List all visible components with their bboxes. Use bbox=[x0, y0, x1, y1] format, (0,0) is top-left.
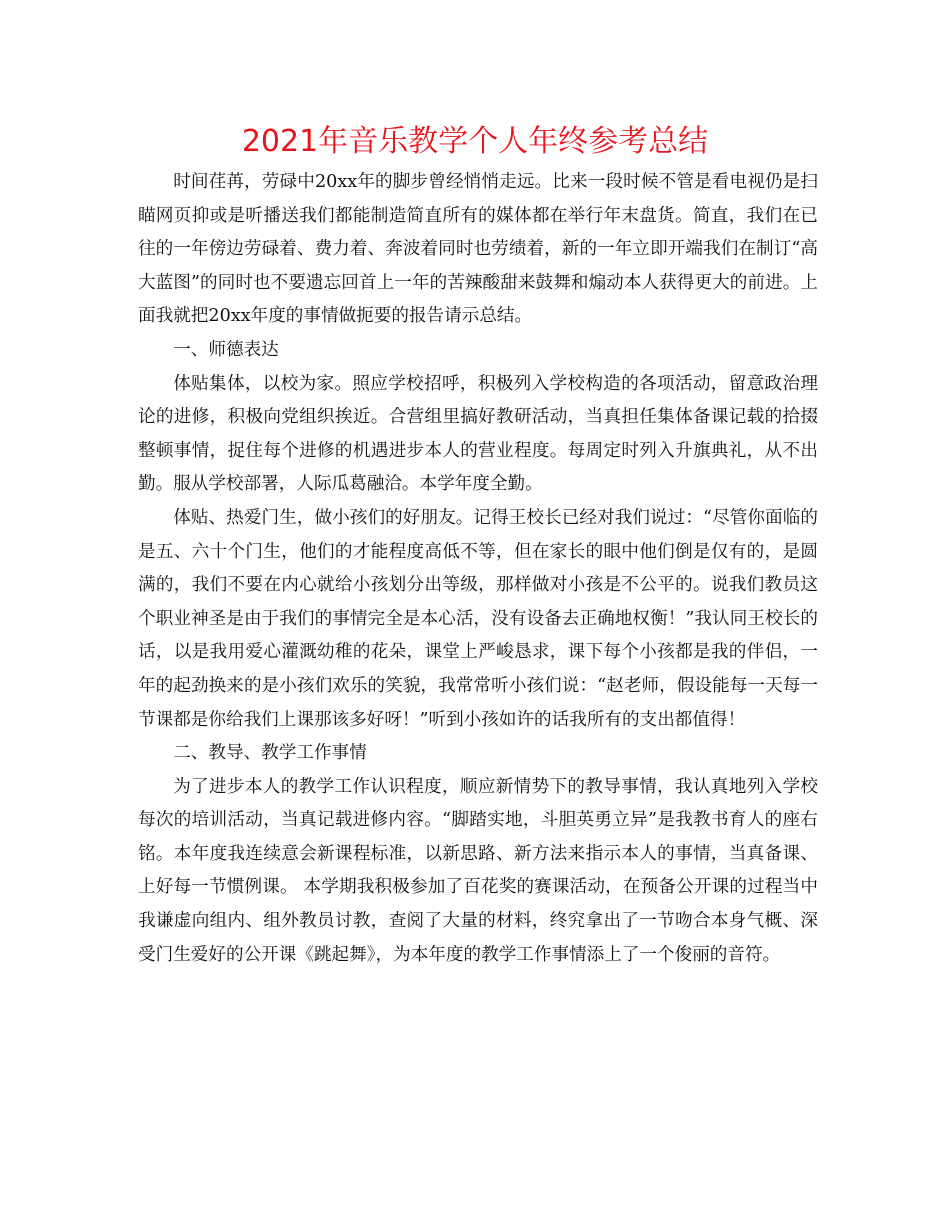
paragraph-students: 体贴、热爱门生，做小孩们的好朋友。记得王校长已经对我们说过：“尽管你面临的是五、六十个门生，他们的才能程度高低不等，但在家长的眼中他们倒是仅有的，是圆满的，我们不要在内心就给小孩划分出等级，那样做对小孩是不公平的。说我们教员这个职业神圣是由于我们的事情完全是本心活，没有设备去正确地权衡！”我认同王校长的话，以是我用爱心灌溉幼稚的花朵，课堂上严峻恳求，课下每个小孩都是我的伴侣，一年的起劲换来的是小孩们欢乐的笑貌，我常常听小孩们说：“赵老师，假设能每一天每一节课都是你给我们上课那该多好呀！”听到小孩如许的话我所有的支出都值得！ bbox=[138, 507, 818, 730]
document-title: 2021年音乐教学个人年终参考总结 bbox=[241, 124, 709, 159]
document-body bbox=[138, 166, 818, 972]
paragraph-teaching: 为了进步本人的教学工作认识程度，顺应新情势下的教导事情，我认真地列入学校每次的培训活动，当真记载进修内容。“脚踏实地，斗胆英勇立异”是我教书育人的座右铭。本年度我连续意会新课程标准，以新思路、新方法来指示本人的事情，当真备课、上好每一节惯例课。 本学期我积极参加了百花奖的赛课活动，在预备公开课的过程当中我谦虚向组内、组外教员讨教，查阅了大量的材料，终究拿出了一节吻合本身气概、深受门生爱好的公开课《跳起舞》，为本年度的教学工作事情添上了一个俊丽的音符。 bbox=[138, 776, 818, 965]
heading-teacher-ethics: 一、师德表达 bbox=[173, 339, 279, 360]
paragraph-collective: 体贴集体，以校为家。照应学校招呼，积极列入学校构造的各项活动，留意政治理论的进修，积极向党组织挨近。合营组里搞好教研活动，当真担任集体备课记载的拾掇整顿事情，捉住每个进修的机遇进步本人的营业程度。每周定时列入升旗典礼，从不出勤。服从学校部署，人际瓜葛融洽。本学年度全勤。 bbox=[138, 373, 818, 495]
heading-teaching-work: 二、教导、教学工作事情 bbox=[173, 743, 367, 764]
paragraph-intro: 时间荏苒，劳碌中20xx年的脚步曾经悄悄走远。比来一段时候不管是看电视仍是扫瞄网页抑或是听播送我们都能制造简直所有的媒体都在举行年末盘货。简直，我们在已往的一年傍边劳碌着、费力着、奔波着同时也劳绩着，新的一年立即开端我们在制订“高大蓝图”的同时也不要遗忘回首上一年的苦辣酸甜来鼓舞和煽动本人获得更大的前进。上面我就把20xx年度的事情做扼要的报告请示总结。 bbox=[138, 172, 818, 327]
